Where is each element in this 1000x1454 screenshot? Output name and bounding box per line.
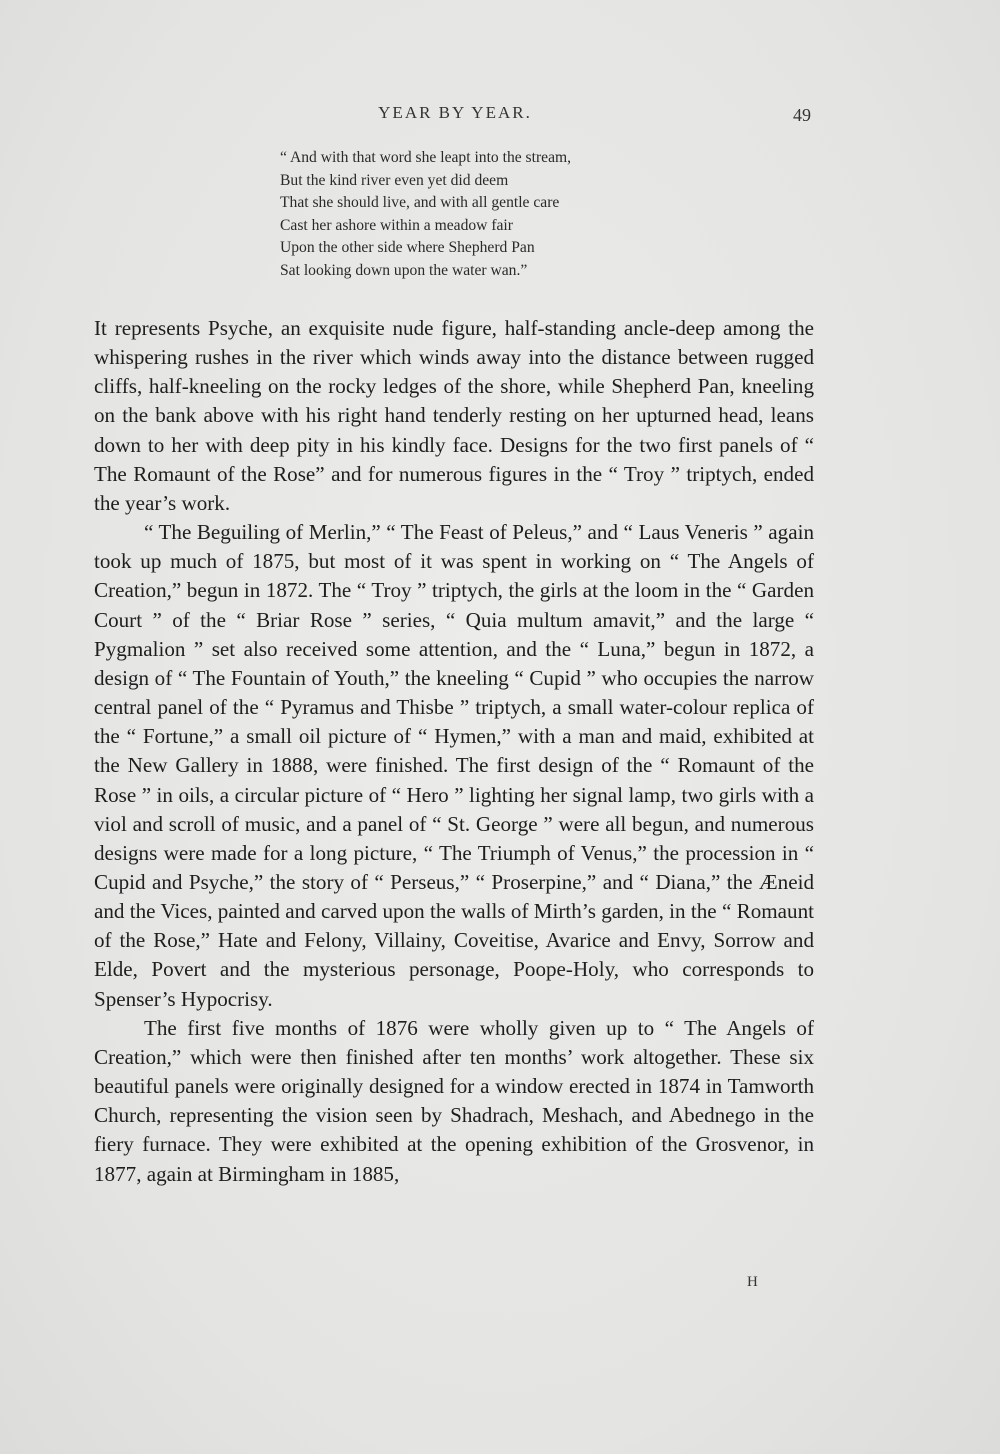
verse-line: That she should live, and with all gentle care: [280, 194, 560, 212]
paragraph: “ The Beguiling of Merlin,” “ The Feast of Peleus,” and “ Laus Veneris ” again took up much of 1875, but most of it was spent in working on “ The Angels of Creation,” begun in 1872. The “ Troy ” triptych, the girls at the loom in the “ Garden Court ” of the “ Briar Rose ” series, “ Quia multum amavit,” and the large “ Pygmalion ” set also received some attention, and the “ Luna,” begun in 1872, a design of “ The Fountain of Youth,” the kneeling “ Cupid ” who occupies the narrow central panel of the “ Pyramus and Thisbe ” triptych, a small water-colour replica of the “ Fortune,” a small oil picture of “ Hymen,” with a man and maid, exhibited at the New Gallery in 1888, were finished. The first design of the “ Romaunt of the Rose ” in oils, a circular picture of “ Hero ” lighting her signal lamp, two girls with a viol and scroll of music, and a panel of “ St. George ” were all begun, and numerous designs were made for a long picture, “ The Triumph of Venus,” the procession in “ Cupid and Psyche,” the story of “ Perseus,” “ Proserpine,” and “ Diana,” the Æneid and the Vices, painted and carved upon the walls of Mirth’s garden, in the “ Romaunt of the Rose,” Hate and Felony, Villainy, Coveitise, Avarice and Envy, Sorrow and Elde, Povert and the mysterious personage, Poope-Holy, who corresponds to Spenser’s Hypocrisy.: [94, 520, 814, 1011]
paragraph: The first five months of 1876 were wholly given up to “ The Angels of Creation,” which were then finished after ten months’ work altogether. These six beautiful panels were originally designed for a window erected in 1874 in Tamworth Church, representing the vision seen by Shadrach, Meshach, and Abednego in the fiery furnace. They were exhibited at the opening exhibition of the Grosvenor, in 1877, again at Birmingham in 1885,: [94, 1015, 814, 1186]
body-text: [94, 314, 814, 1189]
signature-mark: H: [747, 1274, 759, 1290]
running-title: YEAR BY YEAR.: [378, 103, 532, 122]
verse-line: Cast her ashore within a meadow fair: [280, 216, 513, 234]
verse-line: But the kind river even yet did deem: [280, 171, 509, 189]
paragraph: It represents Psyche, an exquisite nude figure, half-standing ancle-deep among the whispering rushes in the river which winds away into the distance between rugged cliffs, half-kneeling on the rocky ledges of the shore, while Shepherd Pan, kneeling on the bank above with his right hand tenderly resting on her upturned head, leans down to her with deep pity in his kindly face. Designs for the two first panels of “ The Romaunt of the Rose” and for numerous figures in the “ Troy ” triptych, ended the year’s work.: [94, 316, 814, 515]
verse-quotation: [280, 147, 700, 283]
verse-line: “ And with that word she leapt into the stream,: [280, 149, 572, 166]
page-number: 49: [793, 105, 811, 125]
running-head: [0, 103, 1000, 133]
verse-line: Upon the other side where Shepherd Pan: [280, 239, 535, 257]
verse-line: Sat looking down upon the water wan.”: [280, 261, 528, 279]
